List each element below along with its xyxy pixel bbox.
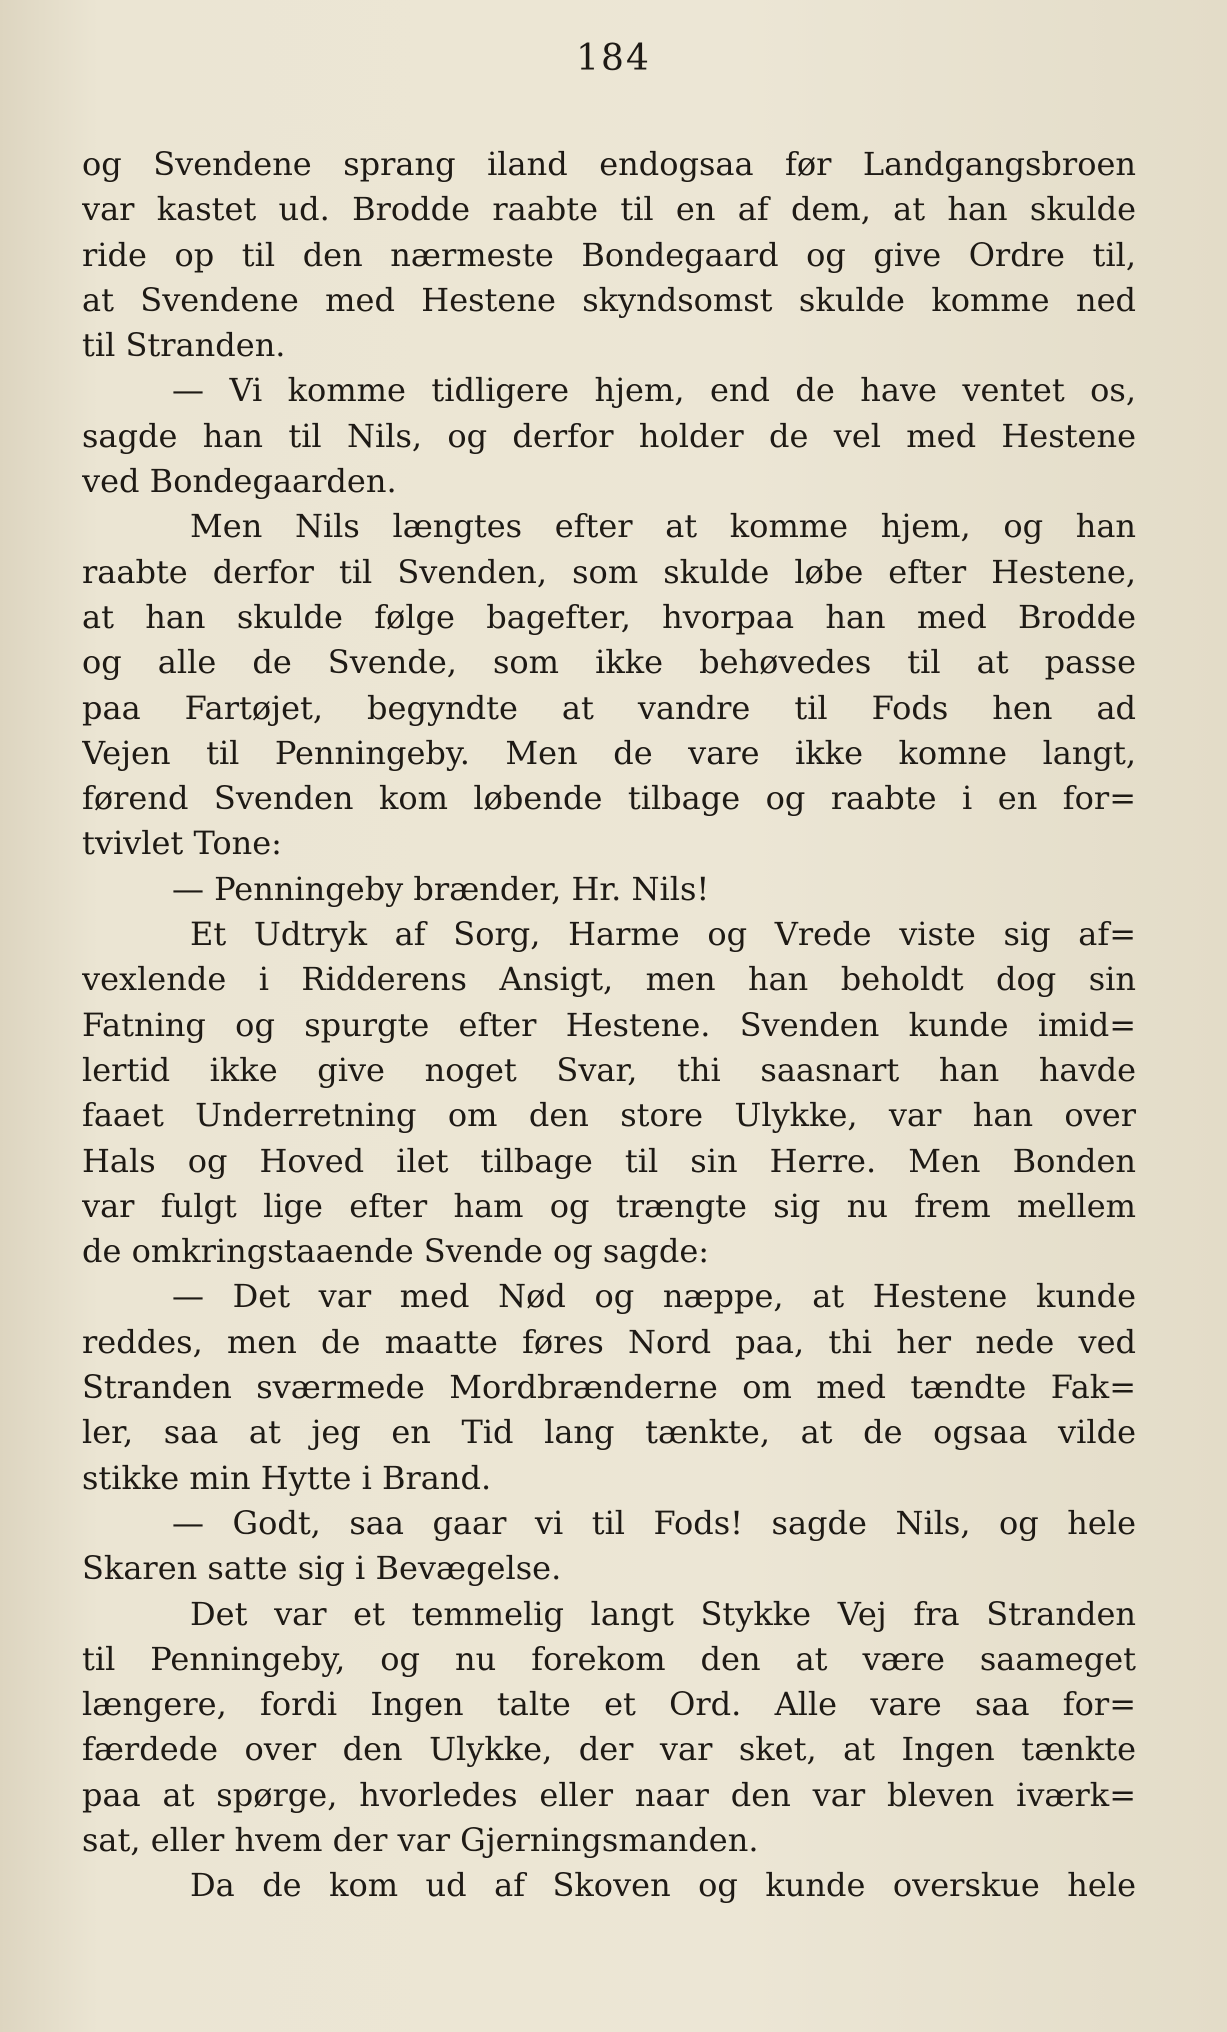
text-line: faaet Underretning om den store Ulykke, var han over xyxy=(82,1096,1136,1135)
text-line: Skaren satte sig i Bevægelse. xyxy=(82,1549,562,1588)
page-number: 184 xyxy=(576,38,651,79)
body-text xyxy=(82,142,1136,1909)
text-line: var fulgt lige efter ham og trængte sig nu frem mellem xyxy=(82,1186,1136,1225)
text-line: Fatning og spurgte efter Hestene. Svenden kunde imid= xyxy=(82,1005,1136,1044)
text-line: til Penningeby, og nu forekom den at være saameget xyxy=(82,1639,1136,1678)
text-line: Men Nils længtes efter at komme hjem, og han xyxy=(190,507,1136,546)
text-line: paa Fartøjet, begyndte at vandre til Fods hen ad xyxy=(82,688,1136,727)
text-line: og Svendene sprang iland endogsaa før Landgangsbroen xyxy=(82,145,1136,183)
text-line: lertid ikke give noget Svar, thi saasnart han havde xyxy=(82,1050,1136,1089)
text-line: Stranden sværmede Mordbrænderne om med tændte Fak= xyxy=(82,1368,1136,1407)
text-line: paa at spørge, hvorledes eller naar den var bleven iværk= xyxy=(82,1775,1136,1814)
text-line: vexlende i Ridderens Ansigt, men han beholdt dog sin xyxy=(82,960,1136,999)
text-line: ler, saa at jeg en Tid lang tænkte, at de ogsaa vilde xyxy=(82,1413,1136,1452)
text-line: færdede over den Ulykke, der var sket, at Ingen tænkte xyxy=(82,1730,1136,1769)
text-line: ride op til den nærmeste Bondegaard og give Ordre til, xyxy=(82,235,1136,274)
text-line: de omkringstaaende Svende og sagde: xyxy=(82,1232,710,1271)
text-line: og alle de Svende, som ikke behøvedes til at passe xyxy=(82,643,1136,682)
text-line: at han skulde følge bagefter, hvorpaa han med Brodde xyxy=(82,597,1136,636)
text-line: — Godt, saa gaar vi til Fods! sagde Nils, og hele xyxy=(172,1503,1136,1542)
text-line: førend Svenden kom løbende tilbage og raabte i en for= xyxy=(82,779,1136,818)
text-line: til Stranden. xyxy=(82,326,286,365)
text-line: sagde han til Nils, og derfor holder de vel med Hestene xyxy=(82,416,1136,455)
text-line: var kastet ud. Brodde raabte til en af dem, at han skulde xyxy=(82,190,1136,229)
text-line: Det var et temmelig langt Stykke Vej fra Stranden xyxy=(190,1594,1136,1633)
text-line: reddes, men de maatte føres Nord paa, thi her nede ved xyxy=(82,1322,1136,1361)
text-line: ved Bondegaarden. xyxy=(82,462,397,501)
text-line: — Penningeby brænder, Hr. Nils! xyxy=(172,869,710,908)
text-line: raabte derfor til Svenden, som skulde løbe efter Hestene, xyxy=(82,552,1136,591)
text-line: længere, fordi Ingen talte et Ord. Alle vare saa for= xyxy=(82,1685,1136,1724)
text-line: stikke min Hytte i Brand. xyxy=(82,1458,492,1497)
text-line: — Det var med Nød og næppe, at Hestene kunde xyxy=(172,1277,1136,1316)
text-line: sat, eller hvem der var Gjerningsmanden. xyxy=(82,1820,759,1859)
text-line: Et Udtryk af Sorg, Harme og Vrede viste sig af= xyxy=(190,915,1136,954)
text-line: tvivlet Tone: xyxy=(82,824,282,863)
text-line: Vejen til Penningeby. Men de vare ikke komne langt, xyxy=(82,733,1136,772)
text-line: Hals og Hoved ilet tilbage til sin Herre. Men Bonden xyxy=(82,1141,1136,1180)
text-line: — Vi komme tidligere hjem, end de have ventet os, xyxy=(172,371,1136,410)
text-line: at Svendene med Hestene skyndsomst skulde komme ned xyxy=(82,280,1136,319)
text-line: Da de kom ud af Skoven og kunde overskue hele xyxy=(190,1866,1136,1905)
